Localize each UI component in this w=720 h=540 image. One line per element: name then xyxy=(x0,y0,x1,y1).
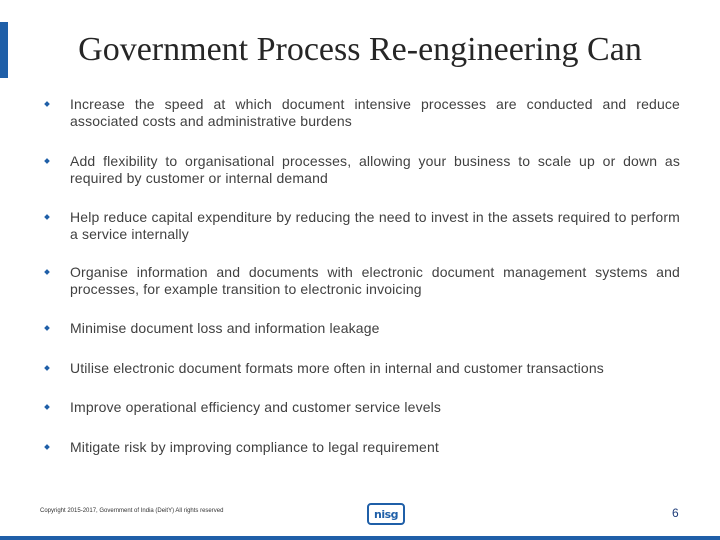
nisg-logo xyxy=(367,503,405,525)
bullet-text: Minimise document loss and information leakage xyxy=(70,320,380,336)
bullet-text: Increase the speed at which document intensive processes are conducted and reduce associated costs and administrative burdens xyxy=(70,96,680,129)
bullet-item-3 xyxy=(40,209,680,243)
page-number: 6 xyxy=(672,506,679,520)
diamond-bullet-icon xyxy=(40,360,70,373)
bullet-text: Help reduce capital expenditure by reducing the need to invest in the assets required to perform a service internally xyxy=(70,209,680,242)
bottom-rule xyxy=(0,536,720,540)
diamond-bullet-icon xyxy=(40,96,70,109)
diamond-bullet-icon xyxy=(40,153,70,166)
diamond-bullet-icon xyxy=(40,399,70,412)
bullet-item-6 xyxy=(40,360,680,377)
diamond-bullet-icon xyxy=(40,439,70,452)
bullet-item-4 xyxy=(40,264,680,298)
bullet-text: Add flexibility to organisational processes, allowing your business to scale up or down as required by customer or internal demand xyxy=(70,153,680,186)
diamond-bullet-icon xyxy=(40,320,70,333)
bullet-item-1 xyxy=(40,96,680,130)
bullet-text: Organise information and documents with electronic document management systems and processes, for example transition to electronic invoicing xyxy=(70,264,680,297)
bullet-item-5 xyxy=(40,320,680,337)
slide-title: Government Process Re-engineering Can xyxy=(78,31,642,68)
logo-text: nisg xyxy=(373,507,399,521)
bullet-text: Improve operational efficiency and customer service levels xyxy=(70,399,442,415)
bullet-text: Utilise electronic document formats more often in internal and customer transactions xyxy=(70,360,604,376)
bullet-item-2 xyxy=(40,153,680,187)
bullet-item-7 xyxy=(40,399,680,416)
diamond-bullet-icon xyxy=(40,264,70,277)
footer-copyright: Copyright 2015-2017, Government of India (DeitY) All rights reserved xyxy=(40,508,224,514)
bullet-item-8 xyxy=(40,439,680,456)
diamond-bullet-icon xyxy=(40,209,70,222)
bullet-text: Mitigate risk by improving compliance to legal requirement xyxy=(70,439,439,455)
